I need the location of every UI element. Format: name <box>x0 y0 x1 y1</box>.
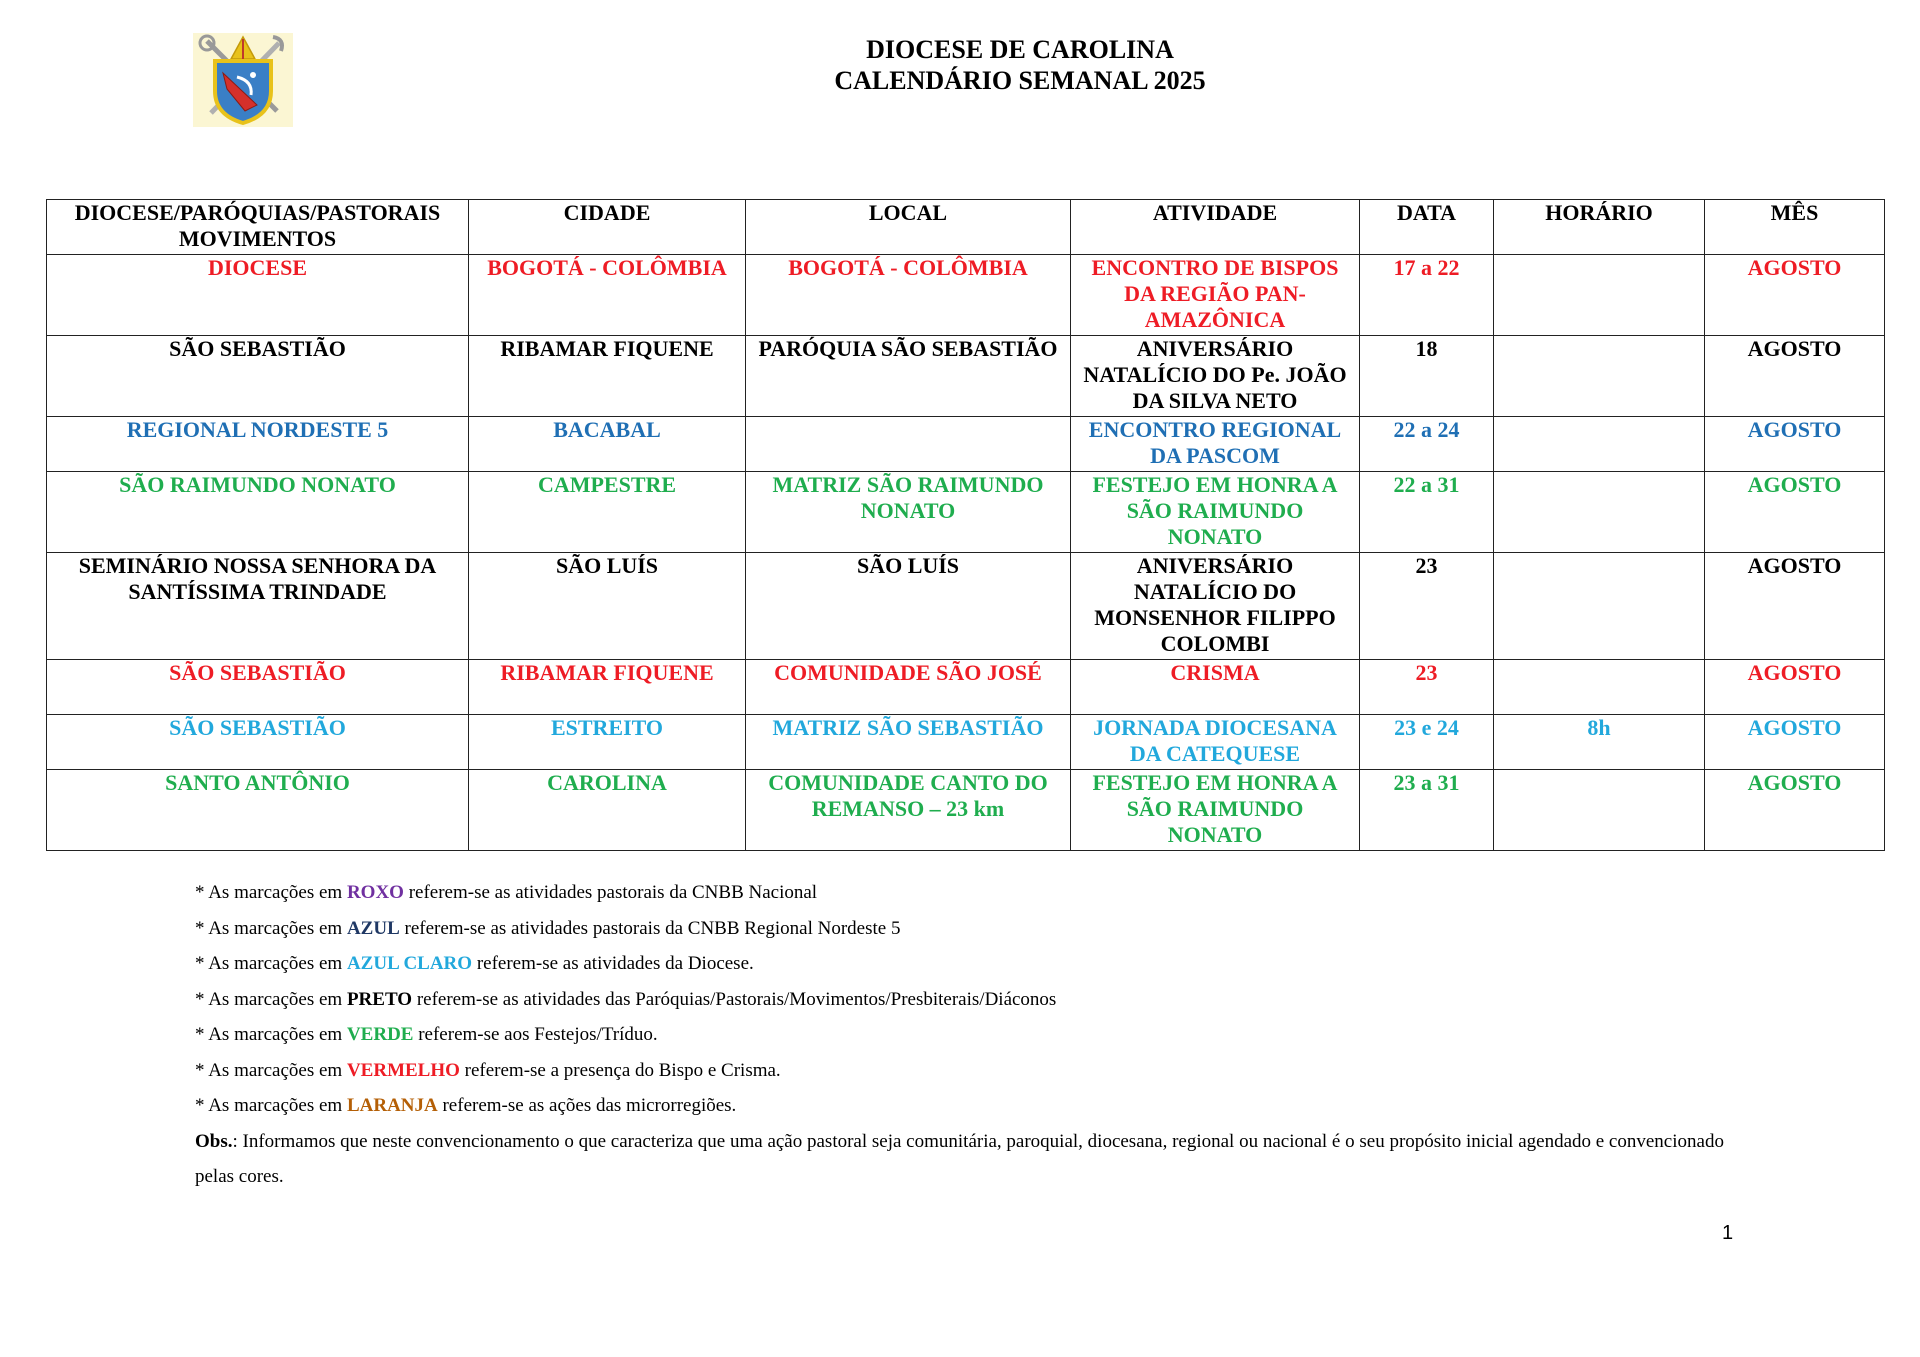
obs-text: : Informamos que neste convencionamento o que caracteriza que uma ação pastoral seja comunitária, paroquial, diocesana, regional ou nacional é o seu propósito inicial agendado e convencionado pelas cores. <box>195 1130 1724 1187</box>
cell-diocese: SANTO ANTÔNIO <box>47 770 469 851</box>
cell-mes: AGOSTO <box>1705 336 1885 417</box>
legend-suffix: referem-se as ações das microrregiões. <box>437 1095 737 1116</box>
cell-data: 22 a 31 <box>1360 472 1494 553</box>
table-row <box>47 336 1885 417</box>
cell-local <box>746 417 1071 472</box>
color-legend <box>195 875 1755 1195</box>
cell-diocese: REGIONAL NORDESTE 5 <box>47 417 469 472</box>
page-number: 1 <box>1722 1222 1734 1244</box>
cell-horario <box>1494 770 1705 851</box>
legend-item <box>195 982 1755 1018</box>
cell-local: MATRIZ SÃO SEBASTIÃO <box>746 715 1071 770</box>
legend-prefix: * As marcações em <box>195 882 347 903</box>
cell-local: COMUNIDADE CANTO DO REMANSO – 23 km <box>746 770 1071 851</box>
cell-diocese: DIOCESE <box>47 255 469 336</box>
legend-list <box>195 875 1755 1124</box>
cell-diocese: SÃO SEBASTIÃO <box>47 715 469 770</box>
legend-prefix: * As marcações em <box>195 1024 347 1045</box>
cell-data: 23 <box>1360 553 1494 660</box>
cell-mes: AGOSTO <box>1705 770 1885 851</box>
legend-color-keyword: PRETO <box>346 988 413 1010</box>
column-header-atividade: ATIVIDADE <box>1071 200 1360 255</box>
cell-horario <box>1494 417 1705 472</box>
legend-prefix: * As marcações em <box>195 1059 347 1081</box>
legend-item <box>195 1053 1755 1089</box>
legend-color-keyword: ROXO <box>346 882 404 903</box>
cell-local: BOGOTÁ - COLÔMBIA <box>746 255 1071 336</box>
legend-item <box>195 1088 1755 1124</box>
page-subtitle: CALENDÁRIO SEMANAL 2025 <box>834 66 1206 95</box>
cell-data: 22 a 24 <box>1360 417 1494 472</box>
cell-mes: AGOSTO <box>1705 715 1885 770</box>
page-title: DIOCESE DE CAROLINA <box>866 35 1174 64</box>
document-header <box>0 34 1920 96</box>
cell-horario <box>1494 255 1705 336</box>
column-header-mes: MÊS <box>1705 200 1885 255</box>
legend-item <box>195 911 1755 947</box>
table-row <box>47 660 1885 715</box>
legend-item <box>195 1017 1755 1053</box>
legend-prefix: * As marcações em <box>195 917 347 939</box>
legend-suffix: referem-se as atividades pastorais da CNBB Regional Nordeste 5 <box>399 917 901 939</box>
cell-data: 23 e 24 <box>1360 715 1494 770</box>
legend-color-keyword: AZUL CLARO <box>346 953 473 974</box>
calendar-table-body <box>47 255 1885 851</box>
cell-data: 23 a 31 <box>1360 770 1494 851</box>
column-header-horario: HORÁRIO <box>1494 200 1705 255</box>
cell-atividade: FESTEJO EM HONRA A SÃO RAIMUNDO NONATO <box>1071 472 1360 553</box>
obs-label: Obs. <box>195 1130 233 1152</box>
cell-local: SÃO LUÍS <box>746 553 1071 660</box>
legend-color-keyword: AZUL <box>346 917 400 939</box>
cell-atividade: JORNADA DIOCESANA DA CATEQUESE <box>1071 715 1360 770</box>
cell-data: 17 a 22 <box>1360 255 1494 336</box>
legend-color-keyword: VERMELHO <box>346 1059 460 1081</box>
cell-cidade: ESTREITO <box>469 715 746 770</box>
cell-diocese: SÃO SEBASTIÃO <box>47 660 469 715</box>
column-header-diocese: DIOCESE/PARÓQUIAS/PASTORAIS MOVIMENTOS <box>47 200 469 255</box>
cell-local: PARÓQUIA SÃO SEBASTIÃO <box>746 336 1071 417</box>
cell-cidade: RIBAMAR FIQUENE <box>469 660 746 715</box>
cell-atividade: FESTEJO EM HONRA A SÃO RAIMUNDO NONATO <box>1071 770 1360 851</box>
legend-color-keyword: VERDE <box>346 1024 414 1045</box>
legend-item <box>195 875 1755 911</box>
cell-mes: AGOSTO <box>1705 417 1885 472</box>
legend-prefix: * As marcações em <box>195 953 347 974</box>
column-header-data: DATA <box>1360 200 1494 255</box>
legend-suffix: referem-se as atividades das Paróquias/Pastorais/Movimentos/Presbiterais/Diáconos <box>412 988 1057 1010</box>
legend-suffix: referem-se aos Festejos/Tríduo. <box>413 1024 658 1045</box>
table-row <box>47 715 1885 770</box>
table-row <box>47 255 1885 336</box>
cell-horario <box>1494 472 1705 553</box>
cell-atividade: ANIVERSÁRIO NATALÍCIO DO MONSENHOR FILIPPO COLOMBI <box>1071 553 1360 660</box>
cell-local: MATRIZ SÃO RAIMUNDO NONATO <box>746 472 1071 553</box>
cell-mes: AGOSTO <box>1705 553 1885 660</box>
obs-note <box>195 1124 1755 1195</box>
cell-diocese: SÃO SEBASTIÃO <box>47 336 469 417</box>
column-header-cidade: CIDADE <box>469 200 746 255</box>
cell-atividade: CRISMA <box>1071 660 1360 715</box>
legend-item <box>195 946 1755 982</box>
cell-cidade: CAROLINA <box>469 770 746 851</box>
cell-atividade: ENCONTRO REGIONAL DA PASCOM <box>1071 417 1360 472</box>
legend-suffix: referem-se as atividades da Diocese. <box>472 953 754 974</box>
legend-color-keyword: LARANJA <box>346 1095 438 1116</box>
cell-data: 18 <box>1360 336 1494 417</box>
cell-cidade: CAMPESTRE <box>469 472 746 553</box>
table-row <box>47 770 1885 851</box>
cell-horario <box>1494 553 1705 660</box>
table-header-row <box>47 200 1885 255</box>
cell-horario: 8h <box>1494 715 1705 770</box>
cell-diocese: SÃO RAIMUNDO NONATO <box>47 472 469 553</box>
legend-prefix: * As marcações em <box>195 1095 347 1116</box>
cell-local: COMUNIDADE SÃO JOSÉ <box>746 660 1071 715</box>
cell-cidade: BOGOTÁ - COLÔMBIA <box>469 255 746 336</box>
cell-cidade: RIBAMAR FIQUENE <box>469 336 746 417</box>
table-row <box>47 472 1885 553</box>
cell-horario <box>1494 660 1705 715</box>
calendar-table <box>46 199 1885 851</box>
table-row <box>47 417 1885 472</box>
cell-mes: AGOSTO <box>1705 472 1885 553</box>
cell-horario <box>1494 336 1705 417</box>
cell-cidade: SÃO LUÍS <box>469 553 746 660</box>
cell-atividade: ENCONTRO DE BISPOS DA REGIÃO PAN-AMAZÔNICA <box>1071 255 1360 336</box>
legend-prefix: * As marcações em <box>195 988 347 1010</box>
cell-mes: AGOSTO <box>1705 660 1885 715</box>
cell-atividade: ANIVERSÁRIO NATALÍCIO DO Pe. JOÃO DA SILVA NETO <box>1071 336 1360 417</box>
table-row <box>47 553 1885 660</box>
cell-mes: AGOSTO <box>1705 255 1885 336</box>
cell-cidade: BACABAL <box>469 417 746 472</box>
column-header-local: LOCAL <box>746 200 1071 255</box>
legend-suffix: referem-se as atividades pastorais da CNBB Nacional <box>403 882 818 903</box>
cell-diocese: SEMINÁRIO NOSSA SENHORA DA SANTÍSSIMA TRINDADE <box>47 553 469 660</box>
legend-suffix: referem-se a presença do Bispo e Crisma. <box>459 1059 781 1081</box>
cell-data: 23 <box>1360 660 1494 715</box>
